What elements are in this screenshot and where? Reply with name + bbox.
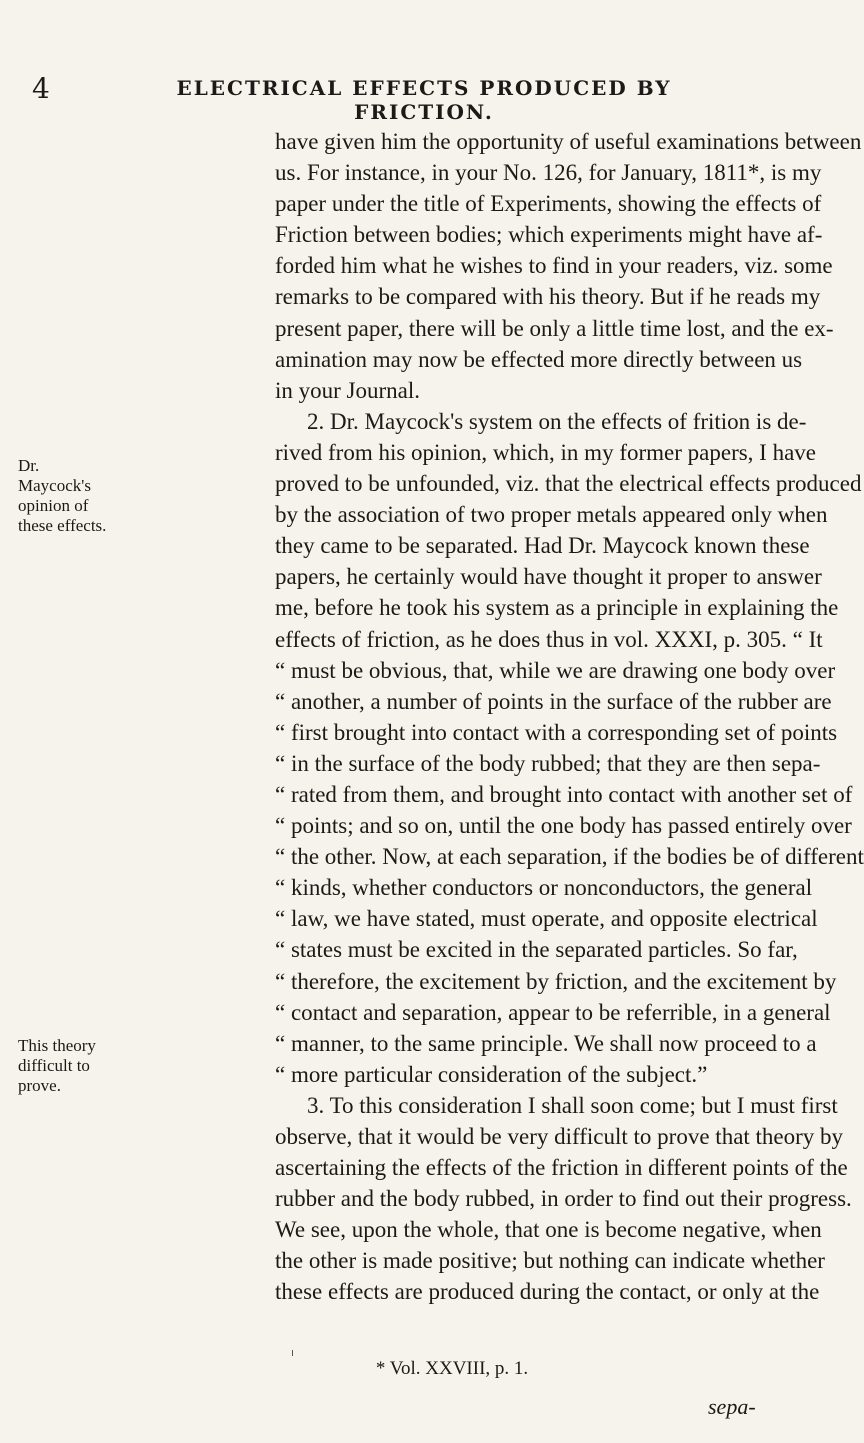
quote-line: “ therefore, the excitement by friction, and the excitement by xyxy=(275,968,837,994)
text-line: present paper, there will be only a little time lost, and the ex- xyxy=(275,315,834,341)
quote-line: “ must be obvious, that, while we are drawing one body over xyxy=(275,657,836,683)
sidenote-line: opinion of xyxy=(18,496,89,515)
body-text xyxy=(275,126,864,1308)
page-number: 4 xyxy=(32,72,50,105)
text-line: these effects are produced during the contact, or only at the xyxy=(275,1279,820,1305)
quote-line: “ in the surface of the body rubbed; that they are then sepa- xyxy=(275,750,821,776)
text-line: remarks to be compared with his theory. But if he reads my xyxy=(275,284,821,310)
quote-line: “ the other. Now, at each separation, if the bodies be of different xyxy=(275,844,864,870)
text-line: Friction between bodies; which experiments might have af- xyxy=(275,222,823,248)
text-line: paper under the title of Experiments, showing the effects of xyxy=(275,191,822,217)
text-line: the other is made positive; but nothing can indicate whether xyxy=(275,1248,825,1274)
quote-line: “ first brought into contact with a corresponding set of points xyxy=(275,719,838,745)
footnote: * Vol. XXVIII, p. 1. xyxy=(375,1358,529,1379)
text-line: papers, he certainly would have thought it proper to answer xyxy=(275,564,822,590)
text-line: We see, upon the whole, that one is become negative, when xyxy=(275,1217,822,1243)
text-line: have given him the opportunity of useful examinations between xyxy=(275,129,862,154)
sidenote-line: these effects. xyxy=(18,516,107,535)
text-line: rubber and the body rubbed, in order to find out their progress. xyxy=(275,1186,852,1212)
quote-line: “ another, a number of points in the surface of the rubber are xyxy=(275,688,832,714)
quote-line: “ manner, to the same principle. We shall now proceed to a xyxy=(275,1030,817,1056)
quote-line: “ states must be excited in the separated particles. So far, xyxy=(275,937,798,963)
sidenote-line: prove. xyxy=(18,1076,61,1095)
text-line: they came to be separated. Had Dr. Maycock known these xyxy=(275,533,810,559)
sidenote-theory-difficult xyxy=(18,1036,113,1096)
text-line: by the association of two proper metals appeared only when xyxy=(275,502,828,528)
quote-line: “ more particular consideration of the subject.” xyxy=(275,1061,708,1087)
catchword: sepa- xyxy=(708,1394,756,1419)
sidenote-line: difficult to xyxy=(18,1056,90,1075)
text-line: us. For instance, in your No. 126, for January, 1811*, is my xyxy=(275,160,822,186)
quote-line: “ contact and separation, appear to be referrible, in a general xyxy=(275,999,831,1025)
footnote-mark xyxy=(292,1350,293,1356)
text-line: forded him what he wishes to find in your readers, viz. some xyxy=(275,253,833,279)
sidenote-line: This theory xyxy=(18,1036,96,1055)
quote-line: “ rated from them, and brought into contact with another set of xyxy=(275,781,853,807)
text-line: ascertaining the effects of the friction in different points of the xyxy=(275,1155,848,1181)
text-line: me, before he took his system as a principle in explaining the xyxy=(275,595,839,621)
text-line: rived from his opinion, which, in my former papers, I have xyxy=(275,439,817,465)
quote-line: “ kinds, whether conductors or nonconductors, the general xyxy=(275,875,813,901)
text-line: amination may now be effected more directly between us xyxy=(275,346,803,372)
page-header xyxy=(32,72,772,124)
sidenote-line: Dr. Maycock's xyxy=(18,456,91,495)
quote-line: “ points; and so on, until the one body has passed entirely over xyxy=(275,813,852,839)
running-title: ELECTRICAL EFFECTS PRODUCED BY FRICTION. xyxy=(176,76,672,124)
paragraph-start: 2. Dr. Maycock's system on the effects of frition is de- xyxy=(307,408,807,434)
text-line: proved to be unfounded, viz. that the electrical effects produced xyxy=(275,471,862,497)
sidenote-maycock-opinion xyxy=(18,456,113,536)
text-line: in your Journal. xyxy=(275,377,421,403)
quote-line: “ law, we have stated, must operate, and opposite electrical xyxy=(275,906,818,932)
paragraph-start: 3. To this consideration I shall soon come; but I must first xyxy=(307,1092,838,1118)
text-line: observe, that it would be very difficult to prove that theory by xyxy=(275,1124,844,1149)
text-line: effects of friction, as he does thus in vol. XXXI, p. 305. “ It xyxy=(275,626,823,652)
